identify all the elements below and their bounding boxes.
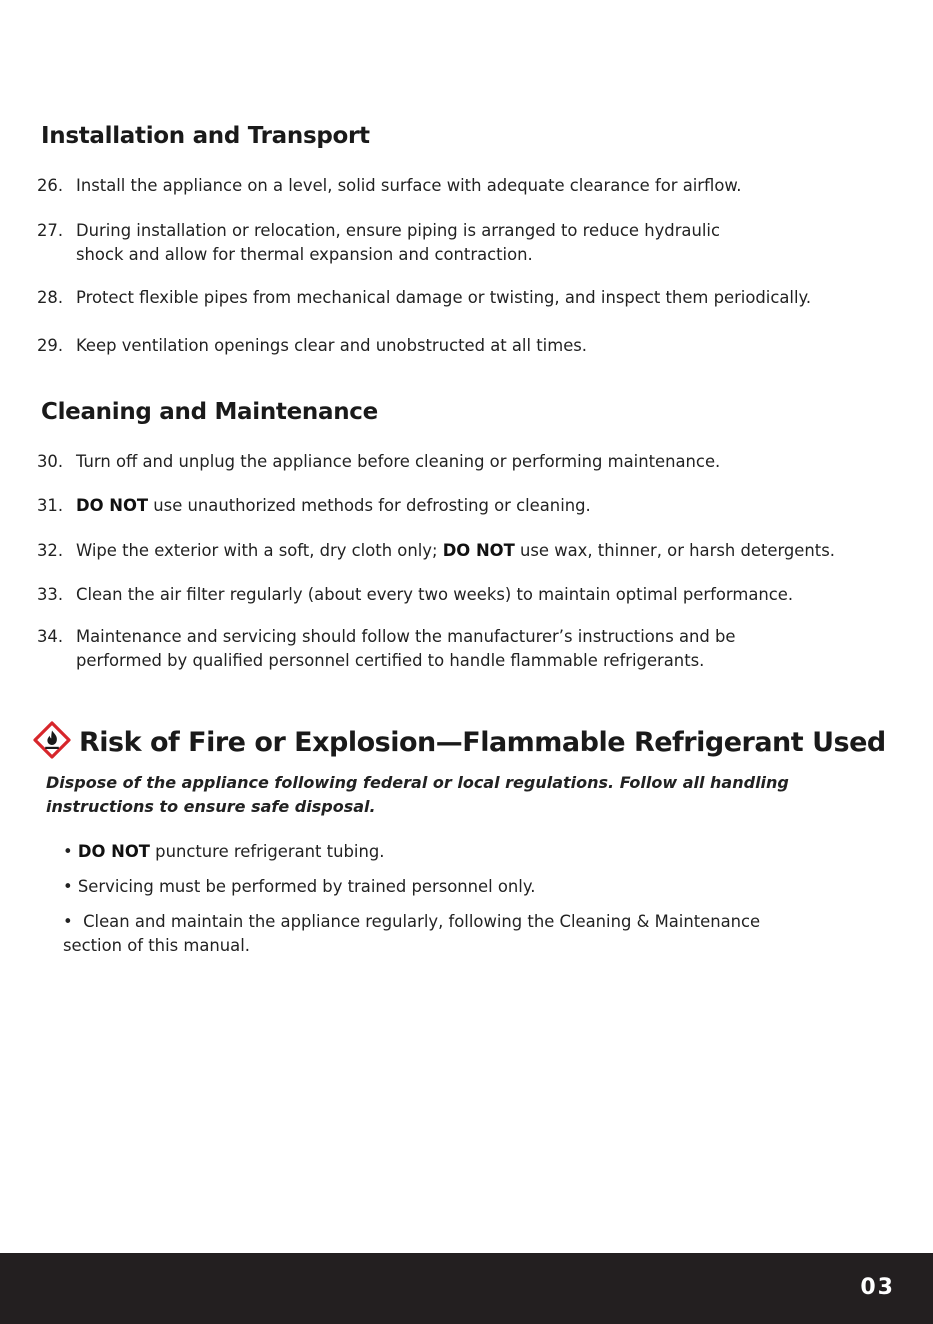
item-text: Protect flexible pipes from mechanical damage or twisting, and inspect them periodically. <box>76 288 812 307</box>
list-item <box>37 219 720 267</box>
item-text: Turn off and unplug the appliance before cleaning or performing maintenance. <box>76 452 721 471</box>
list-item <box>37 494 591 518</box>
item-text: use wax, thinner, or harsh detergents. <box>514 541 835 560</box>
item-text: Wipe the exterior with a soft, dry cloth only; <box>76 541 443 560</box>
bullet-mark: • <box>63 842 73 861</box>
disposal-note-line: Dispose of the appliance following federal or local regulations. Follow all handling <box>46 773 789 792</box>
list-item <box>37 583 793 607</box>
item-number: 30. <box>37 452 64 471</box>
list-item <box>37 174 742 198</box>
do-not-emphasis: DO NOT <box>77 842 150 861</box>
do-not-emphasis: DO NOT <box>76 496 149 515</box>
item-text: use unauthorized methods for defrosting or cleaning. <box>148 496 591 515</box>
item-text-continued: shock and allow for thermal expansion and contraction. <box>76 245 533 264</box>
do-not-emphasis: DO NOT <box>442 541 515 560</box>
bullet-item <box>63 875 535 899</box>
list-item <box>37 625 735 673</box>
bullet-item <box>63 910 760 958</box>
list-item <box>37 539 835 563</box>
section-heading-installation: Installation and Transport <box>41 123 370 149</box>
item-number: 32. <box>37 541 64 560</box>
bullet-text-continued: section of this manual. <box>63 936 250 955</box>
bullet-text: puncture refrigerant tubing. <box>149 842 385 861</box>
section-heading-cleaning: Cleaning and Maintenance <box>41 399 378 425</box>
risk-heading-row <box>33 722 886 762</box>
item-number: 27. <box>37 221 64 240</box>
item-text: Maintenance and servicing should follow the manufacturer’s instructions and be <box>76 627 736 646</box>
item-number: 31. <box>37 496 64 515</box>
list-item <box>37 286 811 310</box>
bullet-mark: • <box>63 912 73 931</box>
item-number: 29. <box>37 336 64 355</box>
item-number: 26. <box>37 176 64 195</box>
item-text: Keep ventilation openings clear and unobstructed at all times. <box>76 336 588 355</box>
disposal-note <box>46 771 789 819</box>
item-number: 33. <box>37 585 64 604</box>
list-item <box>37 450 720 474</box>
risk-heading: Risk of Fire or Explosion—Flammable Refrigerant Used <box>79 726 886 758</box>
flammable-hazard-icon <box>33 721 71 763</box>
item-text: Install the appliance on a level, solid surface with adequate clearance for airflow. <box>76 176 742 195</box>
bullet-text: Clean and maintain the appliance regularly, following the Cleaning & Maintenance <box>83 912 761 931</box>
bullet-text: Servicing must be performed by trained personnel only. <box>77 877 536 896</box>
bullet-mark: • <box>63 877 73 896</box>
item-text-continued: performed by qualified personnel certified to handle flammable refrigerants. <box>76 651 705 670</box>
disposal-note-line: instructions to ensure safe disposal. <box>46 797 376 816</box>
page-footer <box>0 1253 933 1324</box>
list-item <box>37 334 587 358</box>
page-number: 03 <box>860 1275 895 1300</box>
item-text: During installation or relocation, ensure piping is arranged to reduce hydraulic <box>76 221 720 240</box>
item-number: 34. <box>37 627 64 646</box>
item-text: Clean the air filter regularly (about every two weeks) to maintain optimal performance. <box>76 585 794 604</box>
bullet-item <box>63 840 384 864</box>
item-number: 28. <box>37 288 64 307</box>
